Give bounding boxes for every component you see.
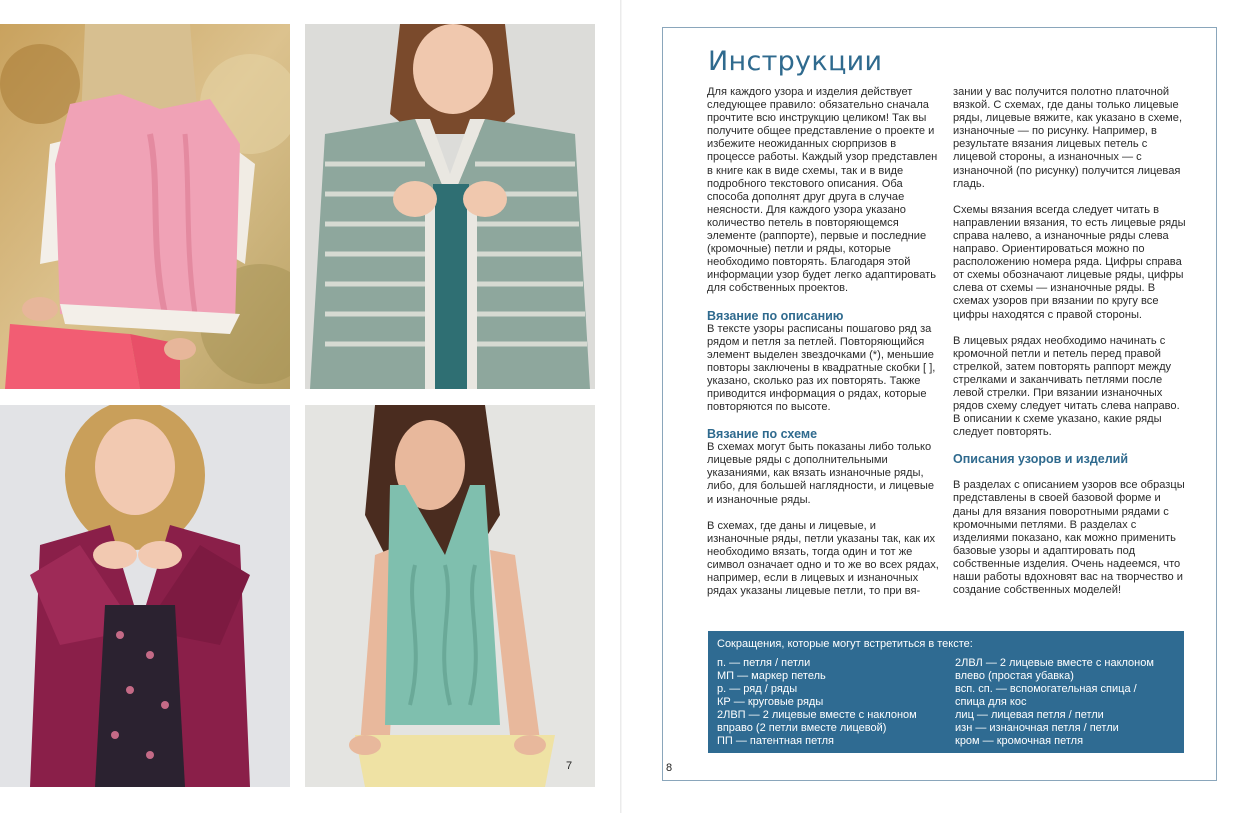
photo-grey-cardigan: [305, 24, 595, 389]
chart-paragraph-1: В схемах могут быть показаны либо только лицевые ряды с дополнительными указаниями, как вязать изнаночные ряды, либо, для большей наглядности, и лицевые и изнаночные ряды.: [707, 441, 934, 506]
patterns-paragraph: В разделах с описанием узоров все образцы представлены в своей базовой форме и даны для вязания поворотными рядами с кромочными петлями. В разделах с изделиями показано, как можно применить базовые узоры и адаптировать под собственные изделия. Очень надеемся, что наши работы вдохновят вас на творчество и создание собственных моделей!: [953, 479, 1185, 597]
abbreviations-column-left: [717, 657, 947, 748]
abbreviation-item: вправо (2 петли вместе лицевой): [717, 722, 887, 734]
chart-paragraph-2: В схемах, где даны и лицевые, и изнаночные ряды, петли указаны так, как их необходимо вязать, тогда один и тот же символ означает одно и то же во всех рядах, например, если в лицевых и изнаночных рядах указаны лицевые петли, то при вя-: [707, 519, 939, 598]
abbreviation-item: кром — кромочная петля: [955, 735, 1084, 747]
heading-knitting-by-description: Вязание по описанию: [707, 308, 844, 323]
page-number-left: 7: [566, 760, 573, 772]
abbreviations-box: [708, 631, 1184, 753]
abbreviation-item: спица для кос: [955, 696, 1027, 708]
arrows-paragraph: В лицевых рядах необходимо начинать с кромочной петли и петель перед правой стрелкой, затем повторять раппорт между стрелками и заканчивать петлями после левой стрелки. При вязании изнаночных рядов схему следует читать слева направо. В описании к схеме указано, какие ряды следует повторять.: [953, 334, 1180, 439]
photo-pink-vest: [0, 24, 290, 389]
left-page: [0, 0, 620, 813]
page-title: Инструкции: [708, 46, 883, 77]
heading-pattern-descriptions: Описания узоров и изделий: [953, 452, 1129, 467]
photo-burgundy-cardigan: [0, 405, 290, 787]
photo-mint-top: [305, 405, 595, 787]
abbreviation-item: р. — ряд / ряды: [717, 683, 798, 695]
page-number-right: 8: [666, 762, 673, 774]
abbreviation-item: лиц — лицевая петля / петли: [955, 709, 1104, 721]
abbreviation-item: изн — изнаночная петля / петли: [955, 722, 1119, 734]
abbreviation-item: ПП — патентная петля: [717, 735, 834, 747]
abbreviation-item: всп. сп. — вспомогательная спица /: [955, 683, 1137, 695]
abbreviation-item: п. — петля / петли: [717, 657, 811, 669]
intro-paragraph: Для каждого узора и изделия действует следующее правило: обязательно сначала прочтите всю инструкцию целиком! Так вы получите общее представление о проекте и избежите неожиданных сюрпризов в процессе работы. Каждый узор представлен в книге как в виде схемы, так и в виде подробного текстового описания. Оба способа дополнят друг друга в случае неясности. Для каждого узора указано количество петель в повторяющемся элементе (раппорте), первые и последние (кромочные) петли и ряды, которые необходимо повторять. Благодаря этой информации узор будет легко адаптировать для собственных проектов.: [707, 86, 938, 295]
abbreviations-column-right: [955, 657, 1180, 748]
abbreviations-title: Сокращения, которые могут встретиться в тексте:: [717, 638, 973, 650]
text-column-right: [953, 86, 1187, 610]
chart-paragraph-3: зании у вас получится полотно платочной вязкой. С схемах, где даны только лицевые ряды, лицевые вяжите, как указано в схеме, изнаночные — по рисунку. Например, в результате вязания лицевых петель с лицевой стороны, а изнаночных — с изнаночной (по рисунку) получится лицевая гладь.: [953, 86, 1183, 190]
abbreviation-item: КР — круговые ряды: [717, 696, 824, 708]
text-column-left: [707, 86, 939, 611]
right-page: [622, 0, 1242, 813]
heading-knitting-by-chart: Вязание по схеме: [707, 427, 818, 442]
abbreviation-item: МП — маркер петель: [717, 670, 826, 682]
description-paragraph: В тексте узоры расписаны пошагово ряд за рядом и петля за петлей. Повторяющийся элемент выделен звездочками (*), меньшие повторы заключены в квадратные скобки [ ], указано, сколько раз их повторять. Также приводится информация о рядах, которые повторяются по высоте.: [707, 322, 936, 414]
abbreviation-item: 2ЛВЛ — 2 лицевые вместе с наклоном: [955, 657, 1154, 669]
chart-direction-paragraph: Схемы вязания всегда следует читать в направлении вязания, то есть лицевые ряды справа налево, а изнаночные ряды слева направо. Ориентироваться можно по расположению номера ряда. Цифры справа от схемы обозначают лицевые ряды, цифры слева от схемы — изнаночные ряды. В схемах узоров при вязании по кругу все цифры находятся с правой стороны.: [953, 203, 1186, 321]
abbreviation-item: 2ЛВП — 2 лицевые вместе с наклоном: [717, 709, 917, 721]
abbreviation-item: влево (простая убавка): [955, 670, 1074, 682]
